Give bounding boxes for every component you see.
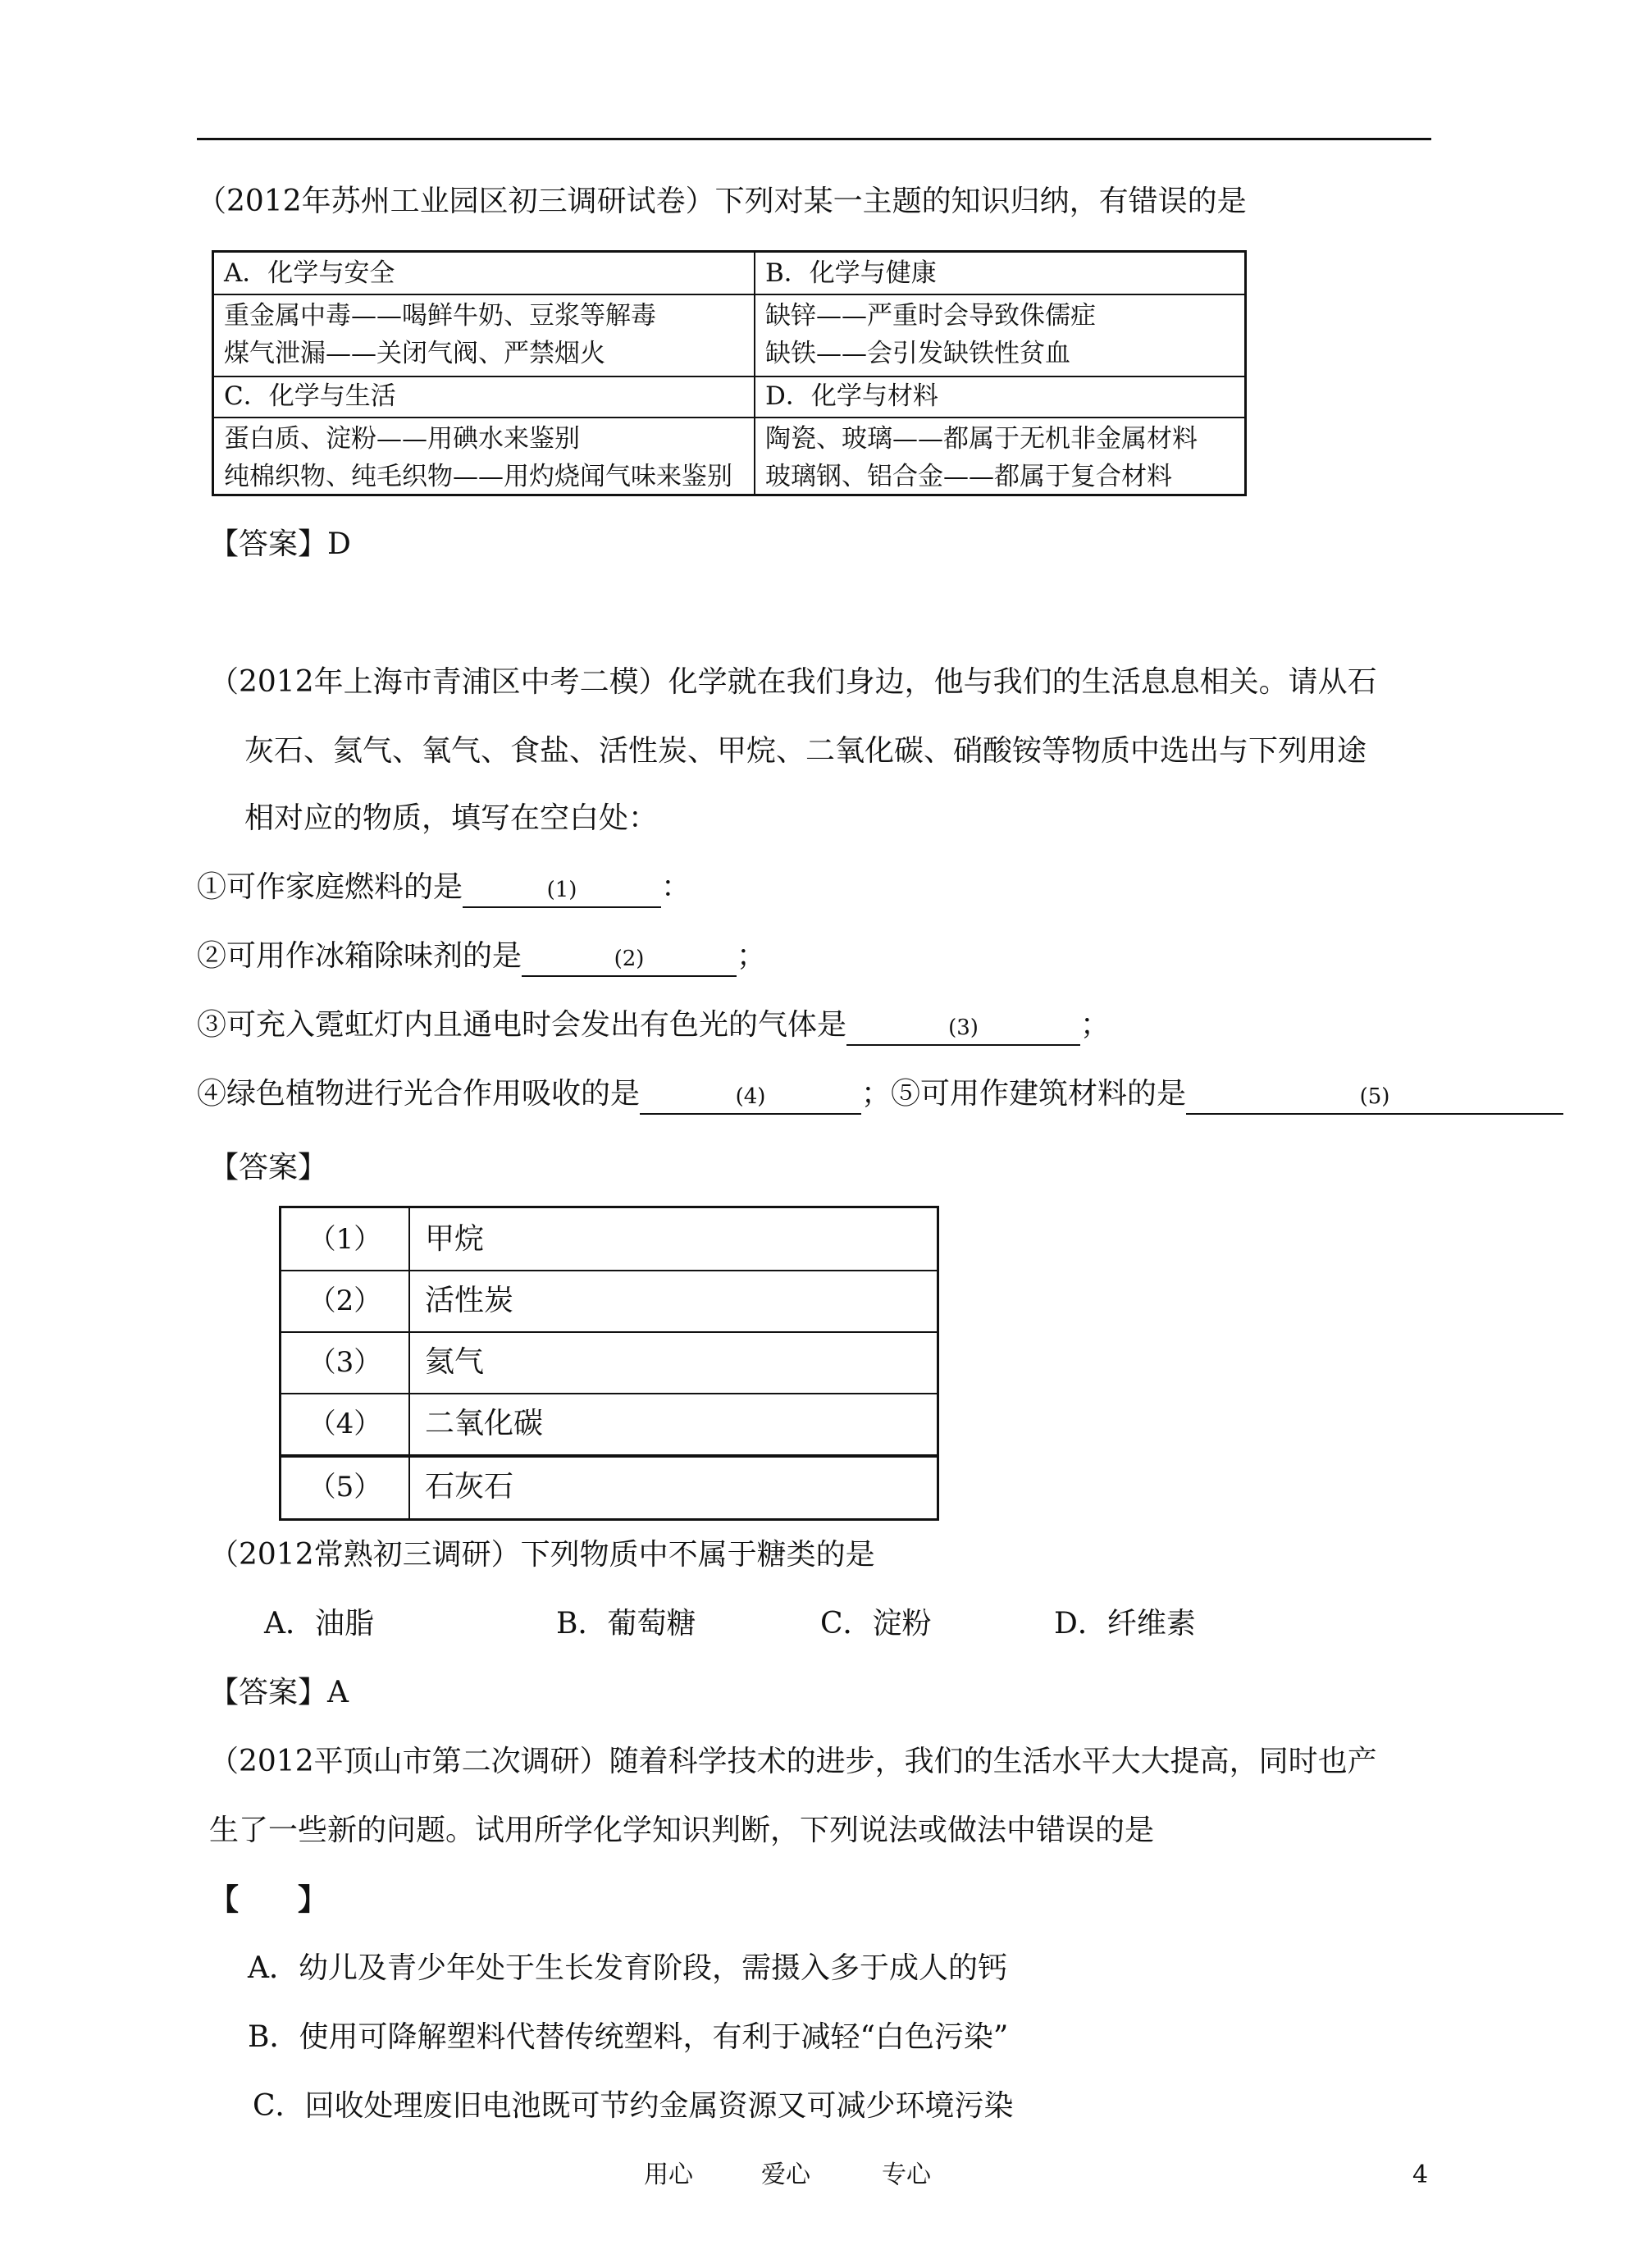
q2-blank2: (2) bbox=[522, 942, 737, 977]
q2-item4-sep: ； bbox=[861, 1077, 892, 1111]
q2-answer-num: （3） bbox=[308, 1346, 382, 1379]
q1-cell-a-line2: 煤气泄漏——关闭气阀、严禁烟火 bbox=[224, 339, 605, 368]
q1-cell-d-line2: 玻璃钢、铝合金——都属于复合材料 bbox=[765, 462, 1172, 491]
q4-option-a: A．幼儿及青少年处于生长发育阶段，需摄入多于成人的钙 bbox=[248, 1951, 1007, 1985]
q1-cell-c-title: C．化学与生活 bbox=[224, 381, 396, 411]
q2-answer-val: 氦气 bbox=[425, 1345, 485, 1379]
q2-table-hline bbox=[281, 1331, 937, 1333]
q2-stem-line1: （2012年上海市青浦区中考二模）化学就在我们身边，他与我们的生活息息相关。请从石 bbox=[209, 665, 1377, 699]
q1-cell-d-line1: 陶瓷、玻璃——都属于无机非金属材料 bbox=[765, 424, 1198, 454]
q3-option-a: A．油脂 bbox=[264, 1607, 374, 1641]
q2-answer-val: 甲烷 bbox=[425, 1222, 485, 1256]
q2-item1-end: ： bbox=[661, 870, 691, 904]
q2-item2 bbox=[197, 937, 766, 977]
q1-cell-c-line2: 纯棉织物、纯毛织物——用灼烧闻气味来鉴别 bbox=[224, 462, 732, 491]
q2-answer-label: 【答案】 bbox=[209, 1151, 328, 1184]
q2-item3-text: ③可充入霓虹灯内且通电时会发出有色光的气体是 bbox=[197, 1008, 847, 1042]
q2-blank5: (5) bbox=[1186, 1080, 1563, 1115]
q3-stem: （2012常熟初三调研）下列物质中不属于糖类的是 bbox=[209, 1538, 875, 1572]
q3-option-d: D．纤维素 bbox=[1054, 1607, 1196, 1641]
q3-option-b: B．葡萄糖 bbox=[556, 1607, 696, 1641]
q2-item3 bbox=[197, 1006, 1110, 1046]
footer-word-1: 用心 bbox=[644, 2161, 693, 2189]
q1-table-hline bbox=[214, 417, 1244, 418]
q2-answer-num: （4） bbox=[308, 1408, 382, 1440]
footer-word-3: 专心 bbox=[882, 2161, 931, 2189]
q2-answer-num: （5） bbox=[308, 1471, 382, 1504]
q4-answer-bracket: 【 】 bbox=[209, 1882, 328, 1917]
q2-item2-end: ； bbox=[737, 939, 767, 973]
q2-answer-num: （1） bbox=[308, 1223, 382, 1256]
q1-answer: 【答案】D bbox=[209, 527, 351, 561]
q1-cell-b-line2: 缺铁——会引发缺铁性贫血 bbox=[765, 339, 1070, 368]
q2-answer-num: （2） bbox=[308, 1285, 382, 1317]
q3-answer: 【答案】A bbox=[209, 1676, 349, 1709]
q1-cell-b-title: B．化学与健康 bbox=[765, 258, 937, 288]
q1-table-hline bbox=[214, 294, 1244, 295]
q2-item4-text: ④绿色植物进行光合作用吸收的是 bbox=[197, 1077, 641, 1111]
page-number: 4 bbox=[1412, 2161, 1429, 2189]
q2-item3-end: ； bbox=[1080, 1008, 1111, 1042]
q1-cell-d-title: D．化学与材料 bbox=[765, 381, 938, 411]
q2-table-hline bbox=[281, 1270, 937, 1271]
q4-stem-line1: （2012平顶山市第二次调研）随着科学技术的进步，我们的生活水平大大提高，同时也产 bbox=[209, 1745, 1377, 1778]
q1-cell-c-line1: 蛋白质、淀粉——用碘水来鉴别 bbox=[224, 424, 580, 454]
q1-cell-a-title: A．化学与安全 bbox=[224, 258, 395, 288]
q2-stem-line3: 相对应的物质，填写在空白处： bbox=[244, 801, 659, 835]
q2-answer-val: 活性炭 bbox=[425, 1284, 514, 1317]
q2-item4-5 bbox=[197, 1075, 1563, 1115]
q1-stem: （2012年苏州工业园区初三调研试卷）下列对某一主题的知识归纳，有错误的是 bbox=[197, 185, 1247, 218]
q1-cell-b-line1: 缺锌——严重时会导致侏儒症 bbox=[765, 301, 1096, 331]
q4-option-c: C．回收处理废旧电池既可节约金属资源又可减少环境污染 bbox=[253, 2089, 1014, 2123]
q2-answer-table bbox=[279, 1206, 939, 1521]
footer-word-2: 爱心 bbox=[761, 2161, 810, 2189]
q2-answer-val: 二氧化碳 bbox=[425, 1407, 544, 1440]
q1-cell-a-line1: 重金属中毒——喝鲜牛奶、豆浆等解毒 bbox=[224, 301, 656, 331]
q2-item2-text: ②可用作冰箱除味剂的是 bbox=[197, 939, 522, 973]
q2-answer-val: 石灰石 bbox=[425, 1470, 514, 1504]
q3-option-c: C．淀粉 bbox=[820, 1607, 932, 1641]
q2-stem-line2: 灰石、氦气、氧气、食盐、活性炭、甲烷、二氧化碳、硝酸铵等物质中选出与下列用途 bbox=[244, 734, 1367, 768]
header-rule bbox=[197, 138, 1431, 140]
q1-table-vline bbox=[754, 253, 755, 494]
q2-blank3: (3) bbox=[846, 1011, 1080, 1046]
q2-item5-text: ⑤可用作建筑材料的是 bbox=[891, 1077, 1187, 1111]
q2-item1 bbox=[197, 868, 691, 908]
q2-table-hline bbox=[281, 1393, 937, 1394]
q2-blank4: (4) bbox=[640, 1080, 861, 1115]
q2-table-hline bbox=[281, 1454, 937, 1458]
q4-stem-line2: 生了一些新的问题。试用所学化学知识判断，下列说法或做法中错误的是 bbox=[209, 1814, 1155, 1847]
q2-blank1: (1) bbox=[463, 874, 661, 908]
q2-table-vline bbox=[408, 1208, 410, 1518]
q2-item1-text: ①可作家庭燃料的是 bbox=[197, 870, 463, 904]
q4-option-b: B．使用可降解塑料代替传统塑料，有利于减轻“白色污染” bbox=[248, 2020, 1009, 2054]
q1-table bbox=[212, 250, 1247, 496]
